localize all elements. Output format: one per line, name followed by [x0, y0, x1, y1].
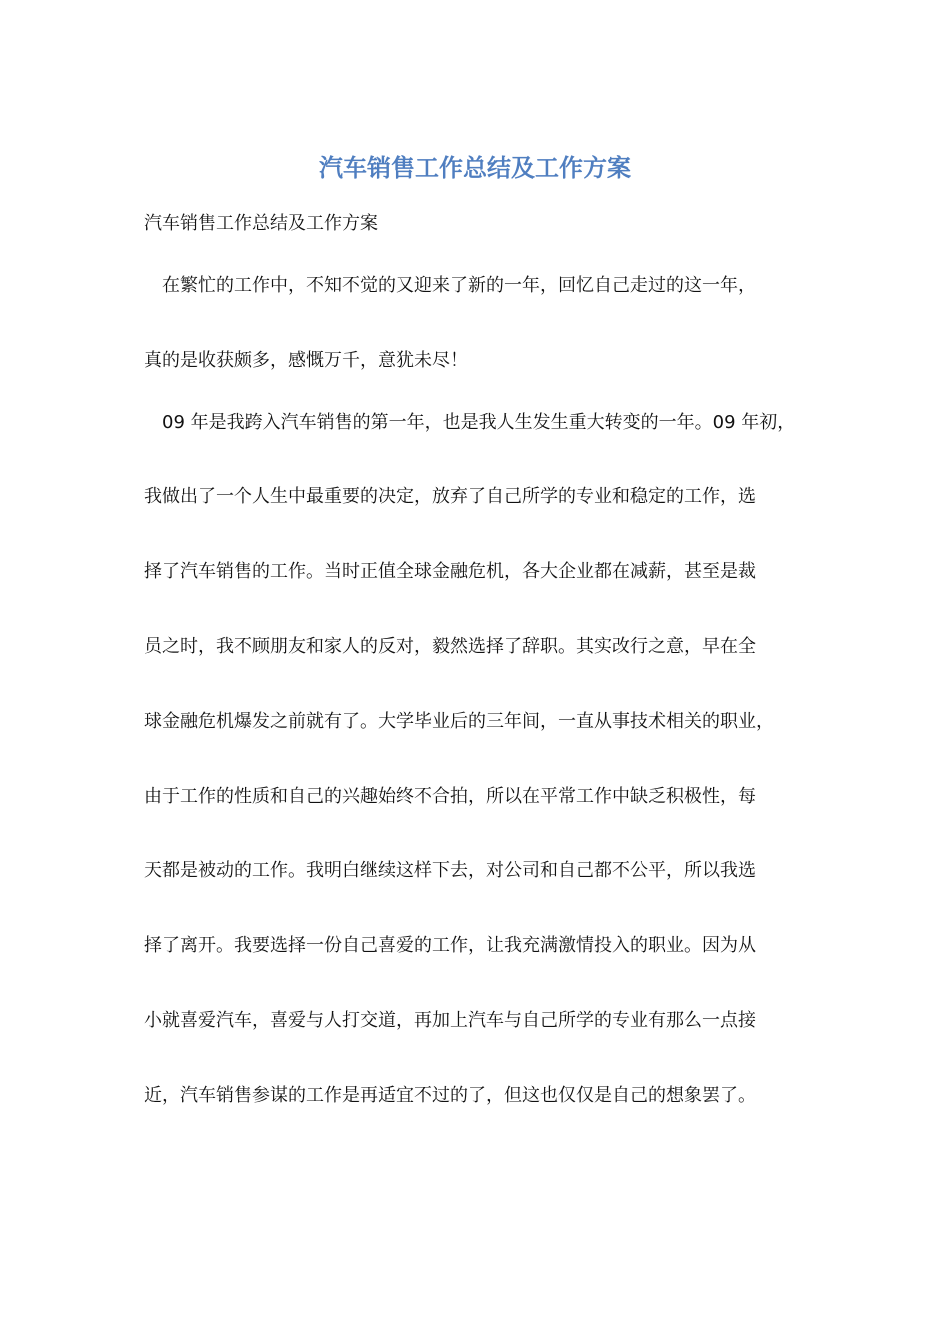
paragraph-2-line-9: 小就喜爱汽车，喜爱与人打交道，再加上汽车与自己所学的专业有那么一点接 [144, 1010, 756, 1031]
paragraph-2-line-8: 择了离开。我要选择一份自己喜爱的工作，让我充满激情投入的职业。因为从 [144, 935, 756, 956]
document-subtitle: 汽车销售工作总结及工作方案 [144, 213, 378, 234]
paragraph-2-line-5: 球金融危机爆发之前就有了。大学毕业后的三年间，一直从事技术相关的职业， [144, 711, 774, 732]
paragraph-2-line-6: 由于工作的性质和自己的兴趣始终不合拍，所以在平常工作中缺乏积极性，每 [144, 786, 756, 807]
paragraph-2-line-3: 择了汽车销售的工作。当时正值全球金融危机，各大企业都在减薪，甚至是裁 [144, 561, 756, 582]
paragraph-2-line-4: 员之时，我不顾朋友和家人的反对，毅然选择了辞职。其实改行之意，早在全 [144, 636, 756, 657]
paragraph-2-line-7: 天都是被动的工作。我明白继续这样下去，对公司和自己都不公平，所以我选 [144, 860, 756, 881]
paragraph-2-line-2: 我做出了一个人生中最重要的决定，放弃了自己所学的专业和稳定的工作，选 [144, 486, 756, 507]
paragraph-1-line-1: 在繁忙的工作中，不知不觉的又迎来了新的一年，回忆自己走过的这一年， [162, 275, 756, 296]
paragraph-2-line-1: 09 年是我跨入汽车销售的第一年，也是我人生发生重大转变的一年。09 年初， [162, 412, 796, 433]
document-title: 汽车销售工作总结及工作方案 [319, 153, 631, 182]
paragraph-2-line-10: 近，汽车销售参谋的工作是再适宜不过的了，但这也仅仅是自己的想象罢了。 [144, 1085, 756, 1106]
paragraph-1-line-2: 真的是收获颇多，感慨万千，意犹未尽！ [144, 350, 468, 371]
